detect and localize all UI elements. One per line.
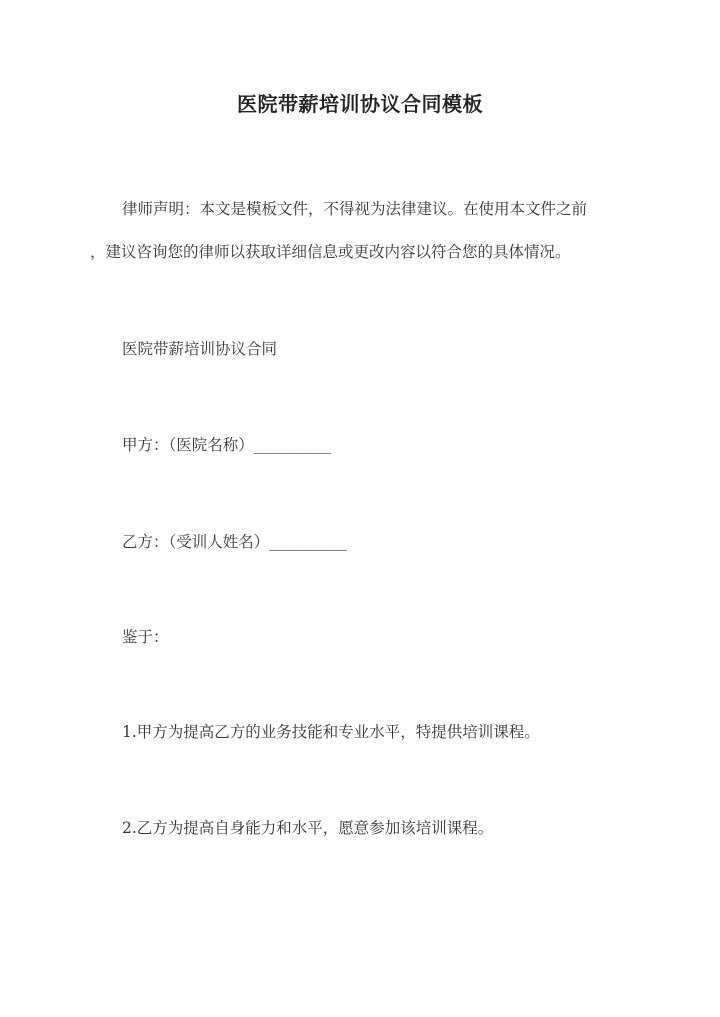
whereas-heading: 鉴于： bbox=[122, 628, 169, 646]
lawyer-notice-line-1: 律师声明：本文是模板文件，不得视为法律建议。在使用本文件之前 bbox=[122, 200, 588, 218]
party-a-line: 甲方：（医院名称）__________ bbox=[122, 436, 332, 454]
clause-item: 2.乙方为提高自身能力和水平，愿意参加该培训课程。 bbox=[122, 819, 494, 837]
lawyer-notice-line-2: ，建议咨询您的律师以获取详细信息或更改内容以符合您的具体情况。 bbox=[90, 243, 571, 261]
party-b-line: 乙方：（受训人姓名）__________ bbox=[122, 533, 347, 551]
document-title: 医院带薪培训协议合同模板 bbox=[237, 92, 483, 116]
contract-name: 医院带薪培训协议合同 bbox=[122, 340, 278, 358]
clause-item: 1.甲方为提高乙方的业务技能和专业水平，特提供培训课程。 bbox=[122, 723, 540, 741]
